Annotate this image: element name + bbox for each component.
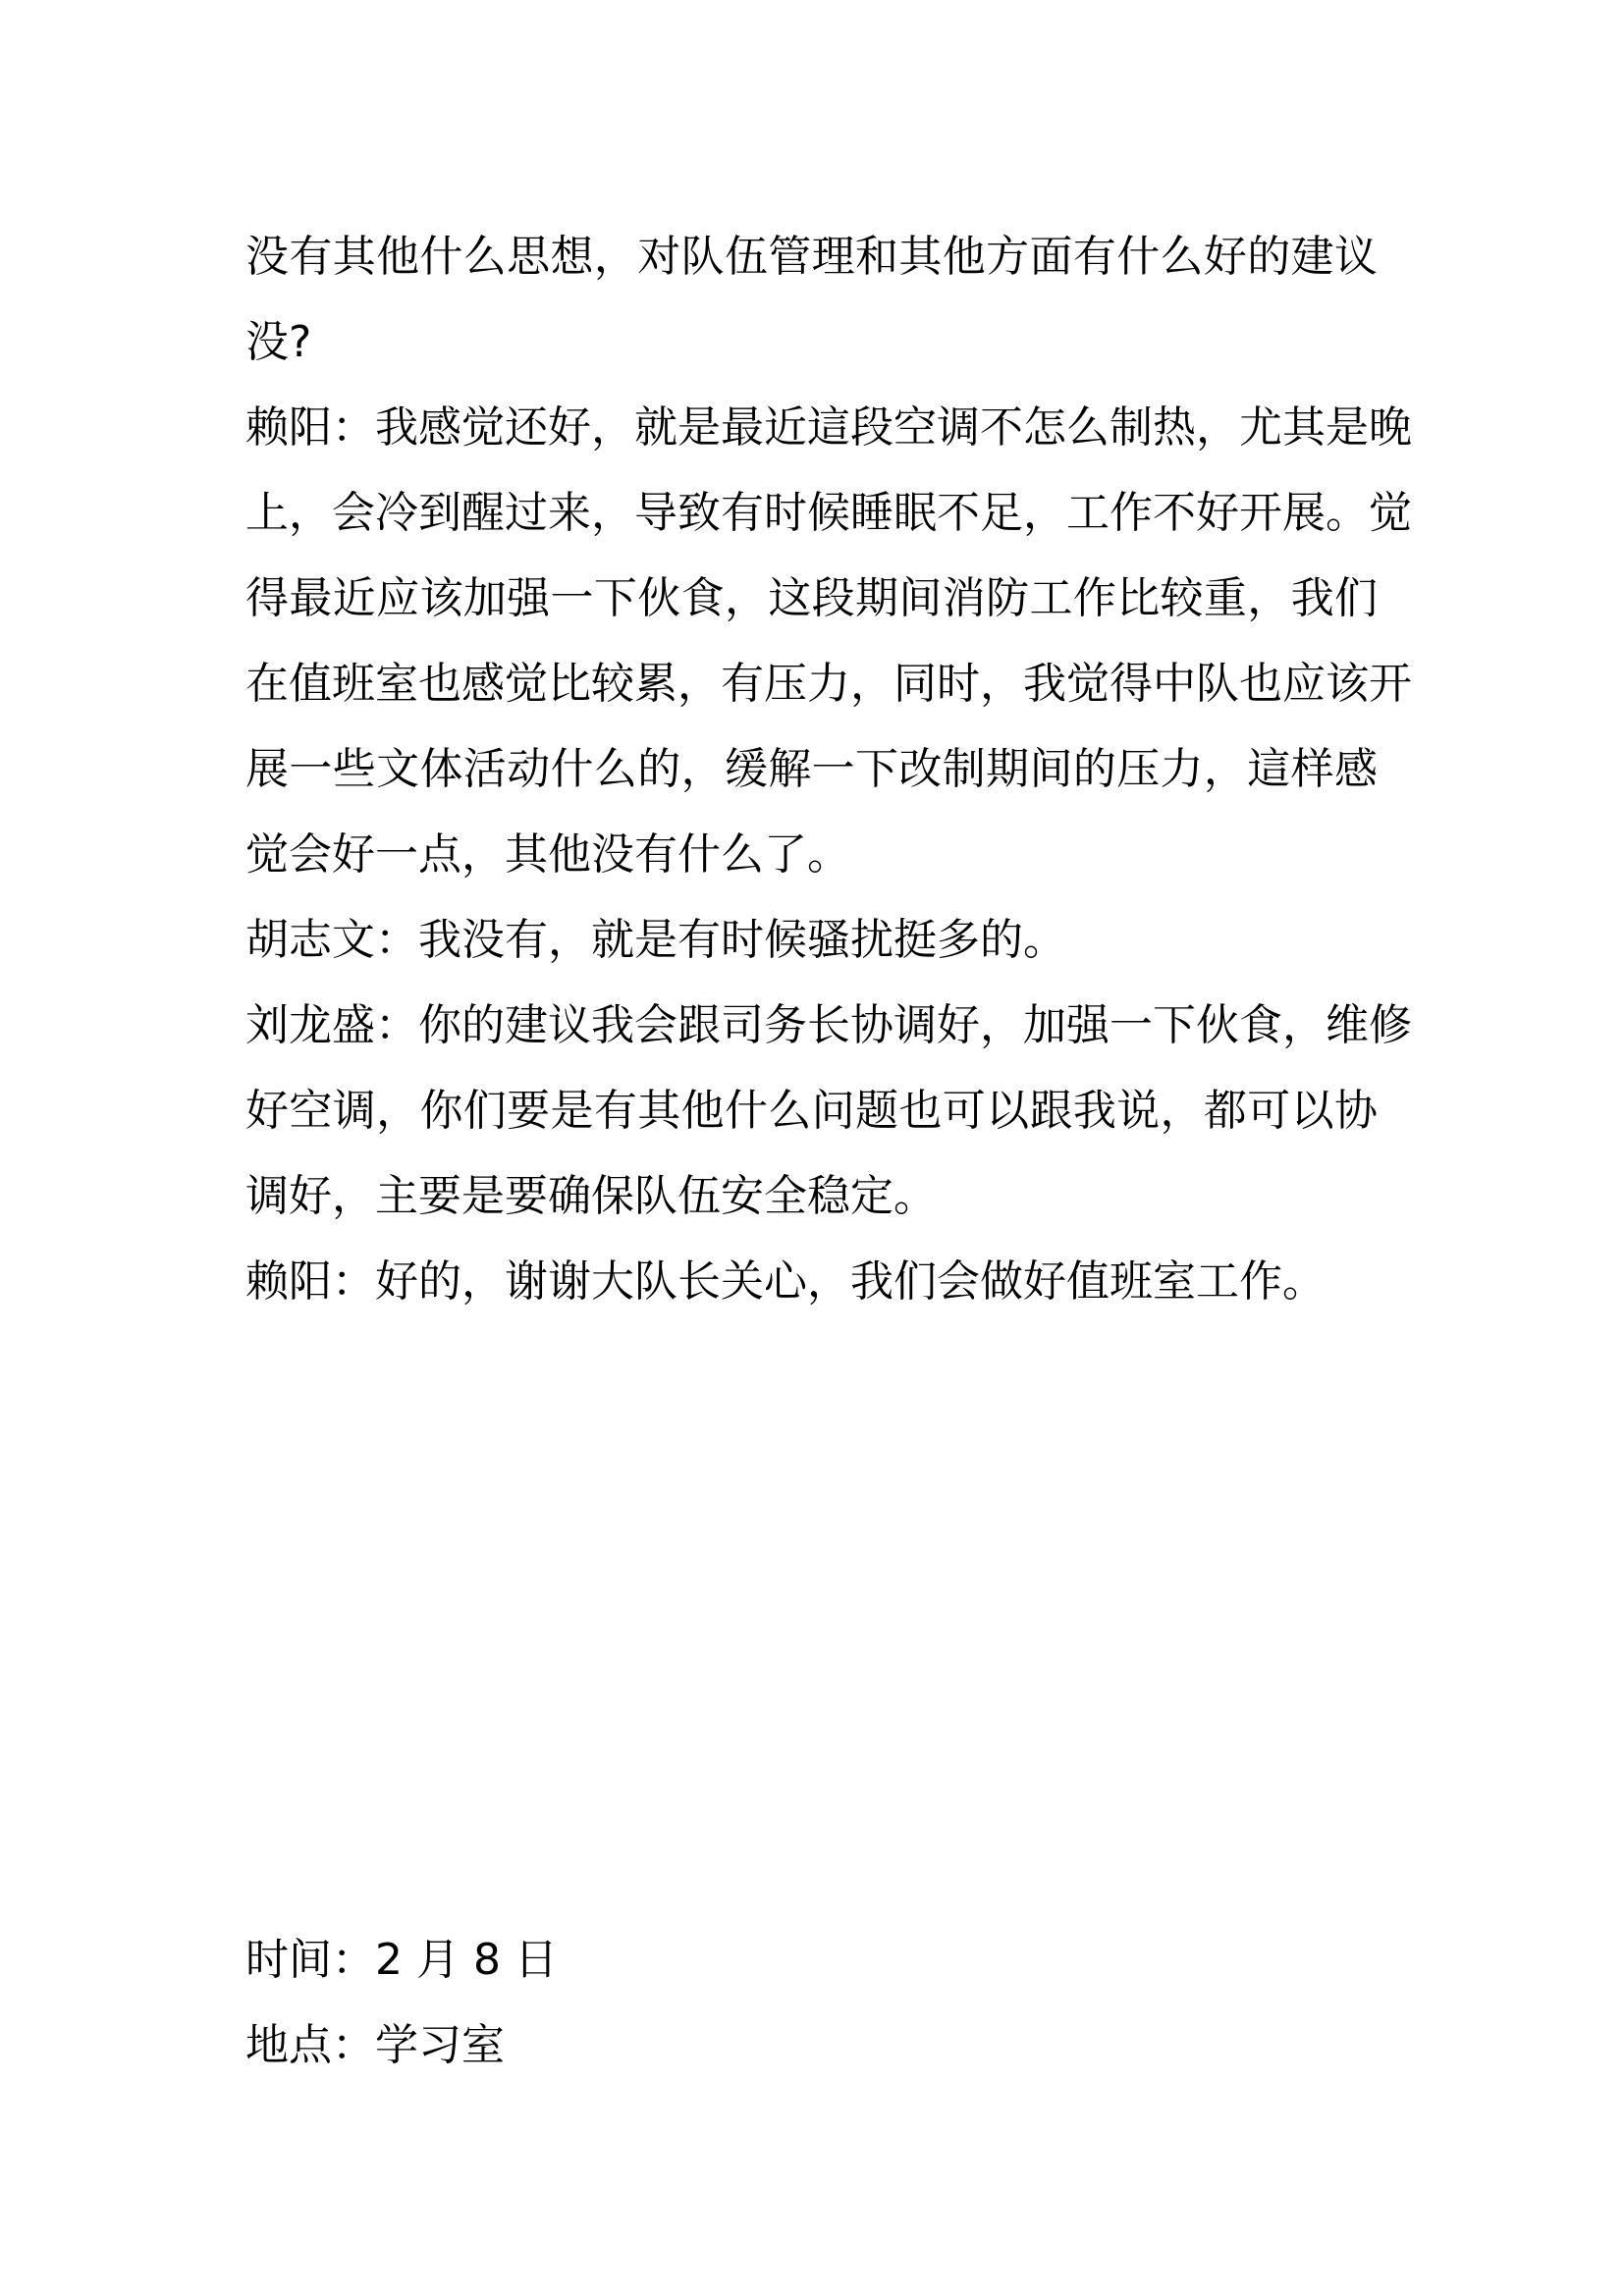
dialogue-line: 刘龙盛：你的建议我会跟司务长协调好，加强一下伙食，维修	[245, 1000, 1412, 1050]
dialogue-line: 赖阳：我感觉还好，就是最近這段空调不怎么制热，尤其是晚	[245, 402, 1412, 453]
dialogue-line: 觉会好一点，其他没有什么了。	[245, 829, 850, 880]
dialogue-line: 得最近应该加强一下伙食，这段期间消防工作比较重，我们	[245, 573, 1378, 623]
dialogue-line: 好空调，你们要是有其他什么问题也可以跟我说，都可以协	[245, 1086, 1378, 1136]
dialogue-line: 赖阳：好的，谢谢大队长关心，我们会做好值班室工作。	[245, 1256, 1326, 1307]
meeting-time: 时间：2 月 8 日	[245, 1935, 558, 1985]
dialogue-line: 没有其他什么思想，对队伍管理和其他方面有什么好的建议	[245, 232, 1378, 282]
dialogue-line: 上，会冷到醒过来，导致有时候睡眠不足，工作不好开展。觉	[245, 488, 1412, 538]
meeting-place: 地点：学习室	[245, 2020, 505, 2070]
dialogue-line: 在值班室也感觉比较累，有压力，同时，我觉得中队也应该开	[245, 659, 1412, 709]
dialogue-line: 调好，主要是要确保队伍安全稳定。	[245, 1171, 937, 1221]
dialogue-line: 胡志文：我没有，就是有时候骚扰挺多的。	[245, 915, 1066, 965]
dialogue-line: 展一些文体活动什么的，缓解一下改制期间的压力，這样感	[245, 744, 1378, 794]
dialogue-line: 没?	[245, 317, 312, 367]
